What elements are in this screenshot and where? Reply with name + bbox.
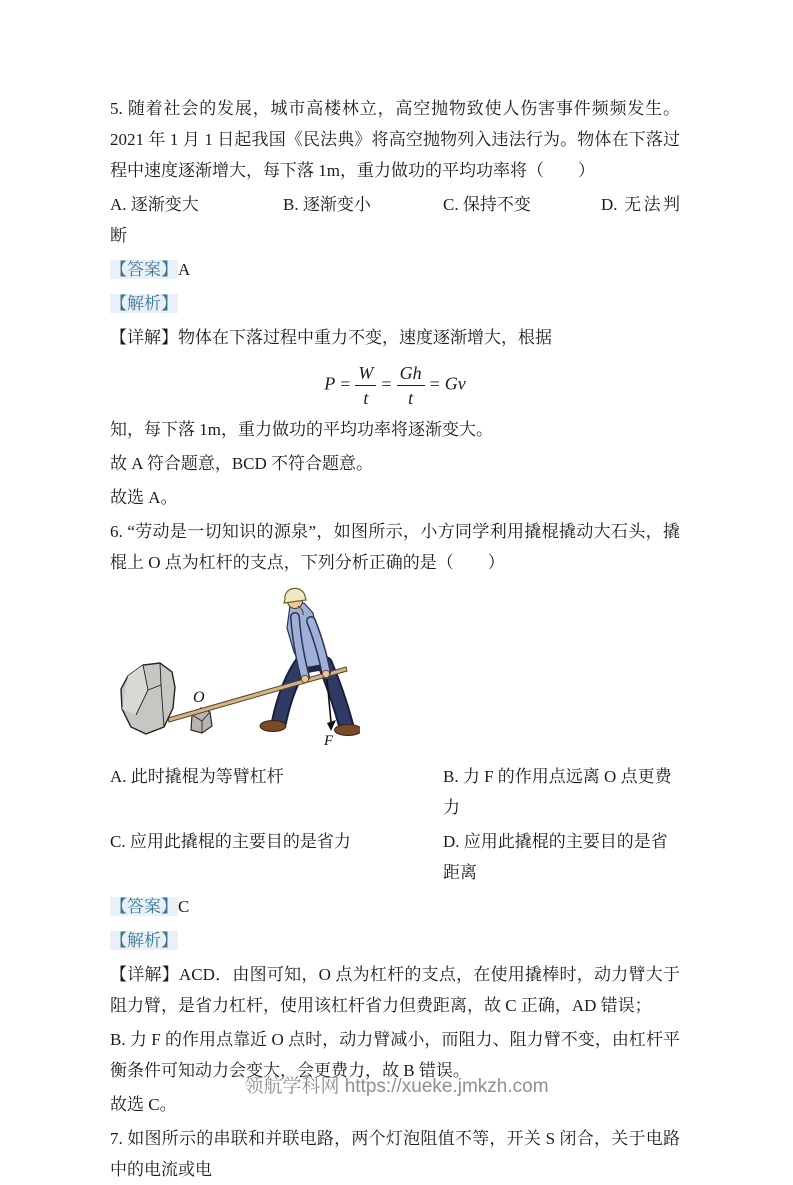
formula-p: P (324, 373, 336, 394)
q7-stem: 7. 如图所示的串联和并联电路，两个灯泡阻值不等，开关 S 闭合，关于电路中的电流或电 (110, 1129, 680, 1179)
q5-detail-line1 (110, 322, 680, 353)
hand-right (322, 670, 329, 677)
formula-gv: Gv (444, 373, 466, 394)
q5-detail-text1: 物体在下落过程中重力不变，速度逐渐增大，根据 (178, 328, 552, 347)
formula-t2: t (397, 385, 425, 409)
q5-stem: 5. 随着社会的发展，城市高楼林立，高空抛物致使人伤害事件频频发生。2021 年 1 月 1 日起我国《民法典》将高空抛物列入违法行为。物体在下落过程中速度逐渐增大，每下落 1m，重力做功的平均功率将（ ） (110, 99, 680, 180)
formula-frac-w-t (355, 362, 376, 409)
answer-label: 【答案】 (110, 897, 178, 916)
formula-eq1: = (340, 373, 351, 394)
q6-option-d: D. 应用此撬棍的主要目的是省距离 (443, 832, 668, 882)
q6-answer-line (110, 891, 680, 922)
formula-t1: t (355, 385, 376, 409)
q5-detail-line2: 知，每下落 1m，重力做功的平均功率将逐渐变大。 (110, 420, 493, 439)
q6-stem: 6. “劳动是一切知识的源泉”，如图所示，小方同学利用撬棍撬动大石头，撬棍上 O 点为杠杆的支点，下列分析正确的是（ ） (110, 522, 680, 572)
q5-options (110, 189, 680, 251)
detail-label: 【详解】 (110, 328, 178, 347)
q6-detail-line2: B. 力 F 的作用点靠近 O 点时，动力臂减小，而阻力、阻力臂不变，由杠杆平衡条件可知动力会变大，会更费力，故 B 错误。 (110, 1030, 680, 1080)
q6-option-a: A. 此时撬棍为等臂杠杆 (110, 767, 284, 786)
formula-eq2: = (381, 373, 392, 394)
answer-label: 【答案】 (110, 260, 178, 279)
q6-answer-value: C (178, 897, 190, 916)
q6-option-b: B. 力 F 的作用点远离 O 点更费力 (443, 767, 672, 817)
q5-option-b: B. 逐渐变小 (283, 195, 371, 214)
lever-illustration (98, 584, 360, 751)
q5-option-d: D. 无法判断 (110, 195, 680, 245)
q6-options (110, 761, 680, 888)
formula-eq3: = (429, 373, 440, 394)
q6-detail-text1: ACD．由图可知，O 点为杠杆的支点，在使用撬棒时，动力臂大于阻力臂，是省力杠杆，使用该杠杆省力但费距离，故 C 正确，AD 错误； (110, 965, 681, 1015)
shoe-left (260, 721, 286, 732)
hand-left (301, 675, 308, 682)
q6-detail-line1 (110, 959, 680, 1021)
q5-formula (110, 362, 680, 409)
q5-analysis-line (110, 288, 680, 319)
formula-gh: Gh (399, 363, 422, 383)
formula-frac-gh-t (397, 362, 425, 409)
q5-option-c: C. 保持不变 (443, 195, 531, 214)
shoe-right (335, 725, 361, 736)
detail-label: 【详解】 (110, 965, 179, 984)
worker-legs (260, 662, 360, 736)
q6-option-c: C. 应用此撬棍的主要目的是省力 (110, 832, 351, 851)
fulcrum-o-label: O (193, 689, 205, 706)
q6-analysis-line (110, 925, 680, 956)
formula-w: W (358, 363, 374, 383)
q6-conclusion: 故选 C。 (110, 1095, 177, 1114)
analysis-label: 【解析】 (110, 931, 178, 950)
boulder (121, 663, 175, 734)
q5-detail-line3: 故 A 符合题意，BCD 不符合题意。 (110, 454, 374, 473)
q5-answer-line (110, 254, 680, 285)
watermark-footer: 领航学科网 https://xueke.jmkzh.com (244, 1076, 549, 1097)
force-f-label: F (324, 733, 334, 749)
q5-conclusion: 故选 A。 (110, 488, 178, 507)
analysis-label: 【解析】 (110, 294, 178, 313)
q5-answer-value: A (178, 260, 191, 279)
q5-option-a: A. 逐渐变大 (110, 195, 199, 214)
